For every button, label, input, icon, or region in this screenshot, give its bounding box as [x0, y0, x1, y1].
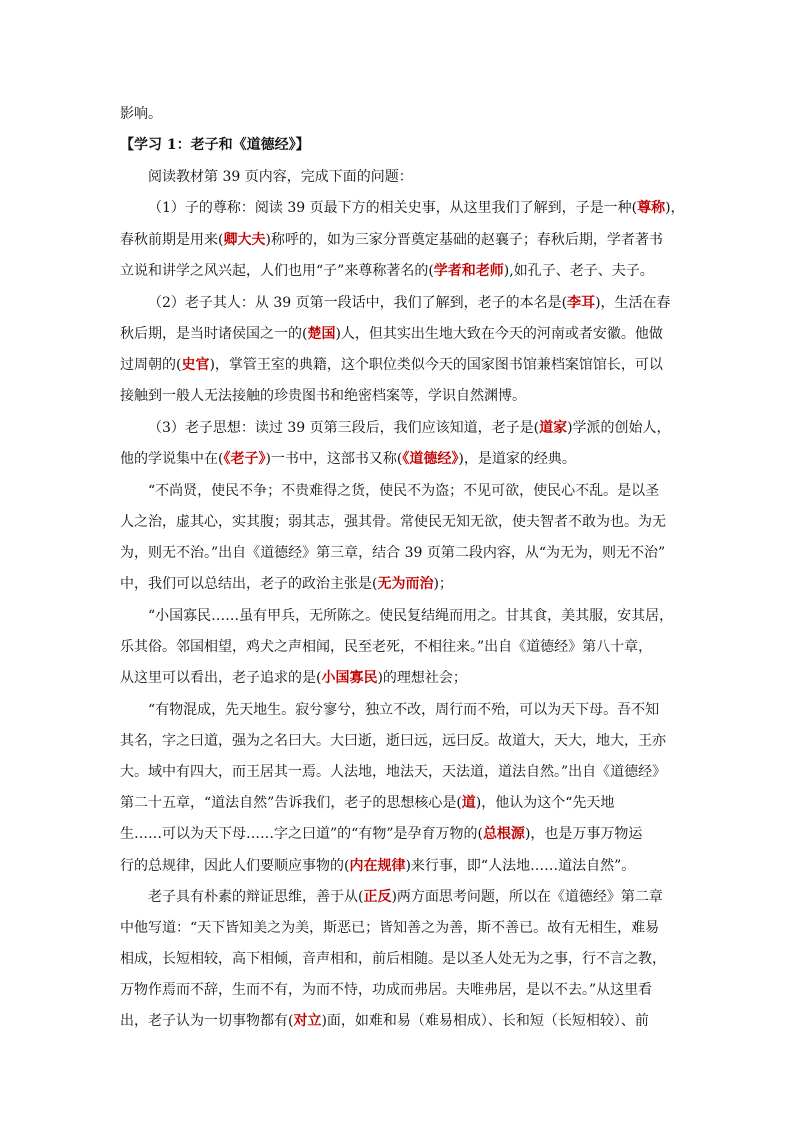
answer-text: 尊称 — [637, 200, 666, 216]
answer-text: 楚国 — [307, 326, 336, 342]
answer-text: 《道德经》 — [402, 451, 459, 467]
text-line: 相成，长短相较，高下相倾，音声相和，前后相随。是以圣人处无为之事，行不言之教， — [120, 951, 666, 967]
text-line: 其名，字之曰道，强为之名曰大。大曰逝，逝曰远，远曰反。故道大，天大，地大，王亦 — [120, 733, 666, 749]
text-line: 出，老子认为一切事物都有(对立)面，如难和易（难易相成）、长和短（长短相较）、前 — [120, 1013, 649, 1029]
section-heading: 【学习 1：老子和《道德经》】 — [120, 137, 310, 153]
answer-text: 总根源 — [482, 826, 525, 842]
text-line: 老子具有朴素的辩证思维，善于从(正反)两方面思考问题，所以在《道德经》第二章 — [148, 889, 663, 905]
text-line: 从这里可以看出，老子追求的是(小国寡民)的理想社会； — [120, 670, 467, 686]
text-line: 立说和讲学之风兴起，人们也用“子”来尊称著名的(学者和老师),如孔子、老子、夫子。 — [120, 263, 654, 279]
text-line: 春秋前期是用来(卿大夫)称呼的，如为三家分晋奠定基础的赵襄子；春秋后期，学者著书 — [120, 232, 663, 248]
text-line: 接触到一般人无法接触的珍贵图书和绝密档案等，学识自然渊博。 — [120, 388, 526, 404]
text-line: 乐其俗。邻国相望，鸡犬之声相闻，民至老死，不相往来。”出自《道德经》第八十章， — [120, 639, 653, 655]
text-line: 他的学说集中在(《老子》)一书中，这部书又称(《道德经》)，是道家的经典。 — [120, 451, 576, 467]
answer-text: 小国寡民 — [321, 670, 378, 686]
text-line: “小国寡民……虽有甲兵，无所陈之。使民复结绳而用之。甘其食，美其服，安其居， — [148, 608, 674, 624]
text-line: 过周朝的(史官)，掌管王室的典籍，这个职位类似今天的国家图书馆兼档案馆馆长，可以 — [120, 357, 663, 373]
text-line: 人之治，虚其心，实其腹；弱其志，强其骨。常使民无知无欲，使夫智者不敢为也。为无 — [120, 514, 666, 530]
text-line: （1）子的尊称：阅读 39 页最下方的相关史事，从这里我们了解到，子是一种(尊称)， — [148, 200, 685, 216]
answer-text: 道 — [461, 795, 476, 811]
text-line: 秋后期，是当时诸侯国之一的(楚国)人，但其实出生地大致在今天的河南或者安徽。他做 — [120, 326, 663, 342]
text-line: （2）老子其人：从 39 页第一段话中，我们了解到，老子的本名是(李耳)，生活在春 — [148, 295, 671, 311]
answer-text: 《老子》 — [223, 451, 266, 467]
answer-text: 史官 — [181, 357, 210, 373]
answer-text: 对立 — [293, 1013, 322, 1029]
text-line: 大。域中有四大，而王居其一焉。人法地，地法天，天法道，道法自然。”出自《道德经》 — [120, 764, 667, 780]
answer-text: 内在规律 — [349, 858, 406, 874]
text-line: 影响。 — [120, 106, 162, 122]
answer-text: 正反 — [363, 889, 392, 905]
text-line: 为，则无不治。”出自《道德经》第三章，结合 39 页第二段内容，从“为无为，则无不治” — [120, 545, 666, 561]
text-line: （3）老子思想：读过 39 页第三段后，我们应该知道，老子是(道家)学派的创始人， — [148, 420, 671, 436]
text-line: “有物混成，先天地生。寂兮寥兮，独立不改，周行而不殆，可以为天下母。吾不知 — [148, 702, 660, 718]
text-line: “不尚贤，使民不争；不贵难得之货，使民不为盗；不见可欲，使民心不乱。是以圣 — [148, 483, 660, 499]
text-line: 第二十五章，“道法自然”告诉我们，老子的思想核心是(道)，他认为这个“先天地 — [120, 795, 615, 811]
text-line: 中他写道：“天下皆知美之为美，斯恶已；皆知善之为善，斯不善已。故有无相生，难易 — [120, 920, 660, 936]
answer-text: 无为而治 — [377, 576, 434, 592]
answer-text: 李耳 — [567, 295, 596, 311]
text-line: 阅读教材第 39 页内容，完成下面的问题： — [148, 169, 413, 185]
answer-text: 学者和老师 — [433, 263, 504, 279]
text-line: 行的总规律，因此人们要顺应事物的(内在规律)来行事，即“人法地……道法自然”。 — [120, 858, 636, 874]
text-line: 生……可以为天下母……字之曰道”的“有物”是孕育万物的(总根源)，也是万事万物运 — [120, 826, 643, 842]
text-line: 万物作焉而不辞，生而不有，为而不恃，功成而弗居。夫唯弗居，是以不去。”从这里看 — [120, 982, 653, 998]
answer-text: 卿大夫 — [223, 232, 266, 248]
answer-text: 道家 — [539, 420, 568, 436]
text-line: 中，我们可以总结出，老子的政治主张是(无为而治)； — [120, 576, 453, 592]
